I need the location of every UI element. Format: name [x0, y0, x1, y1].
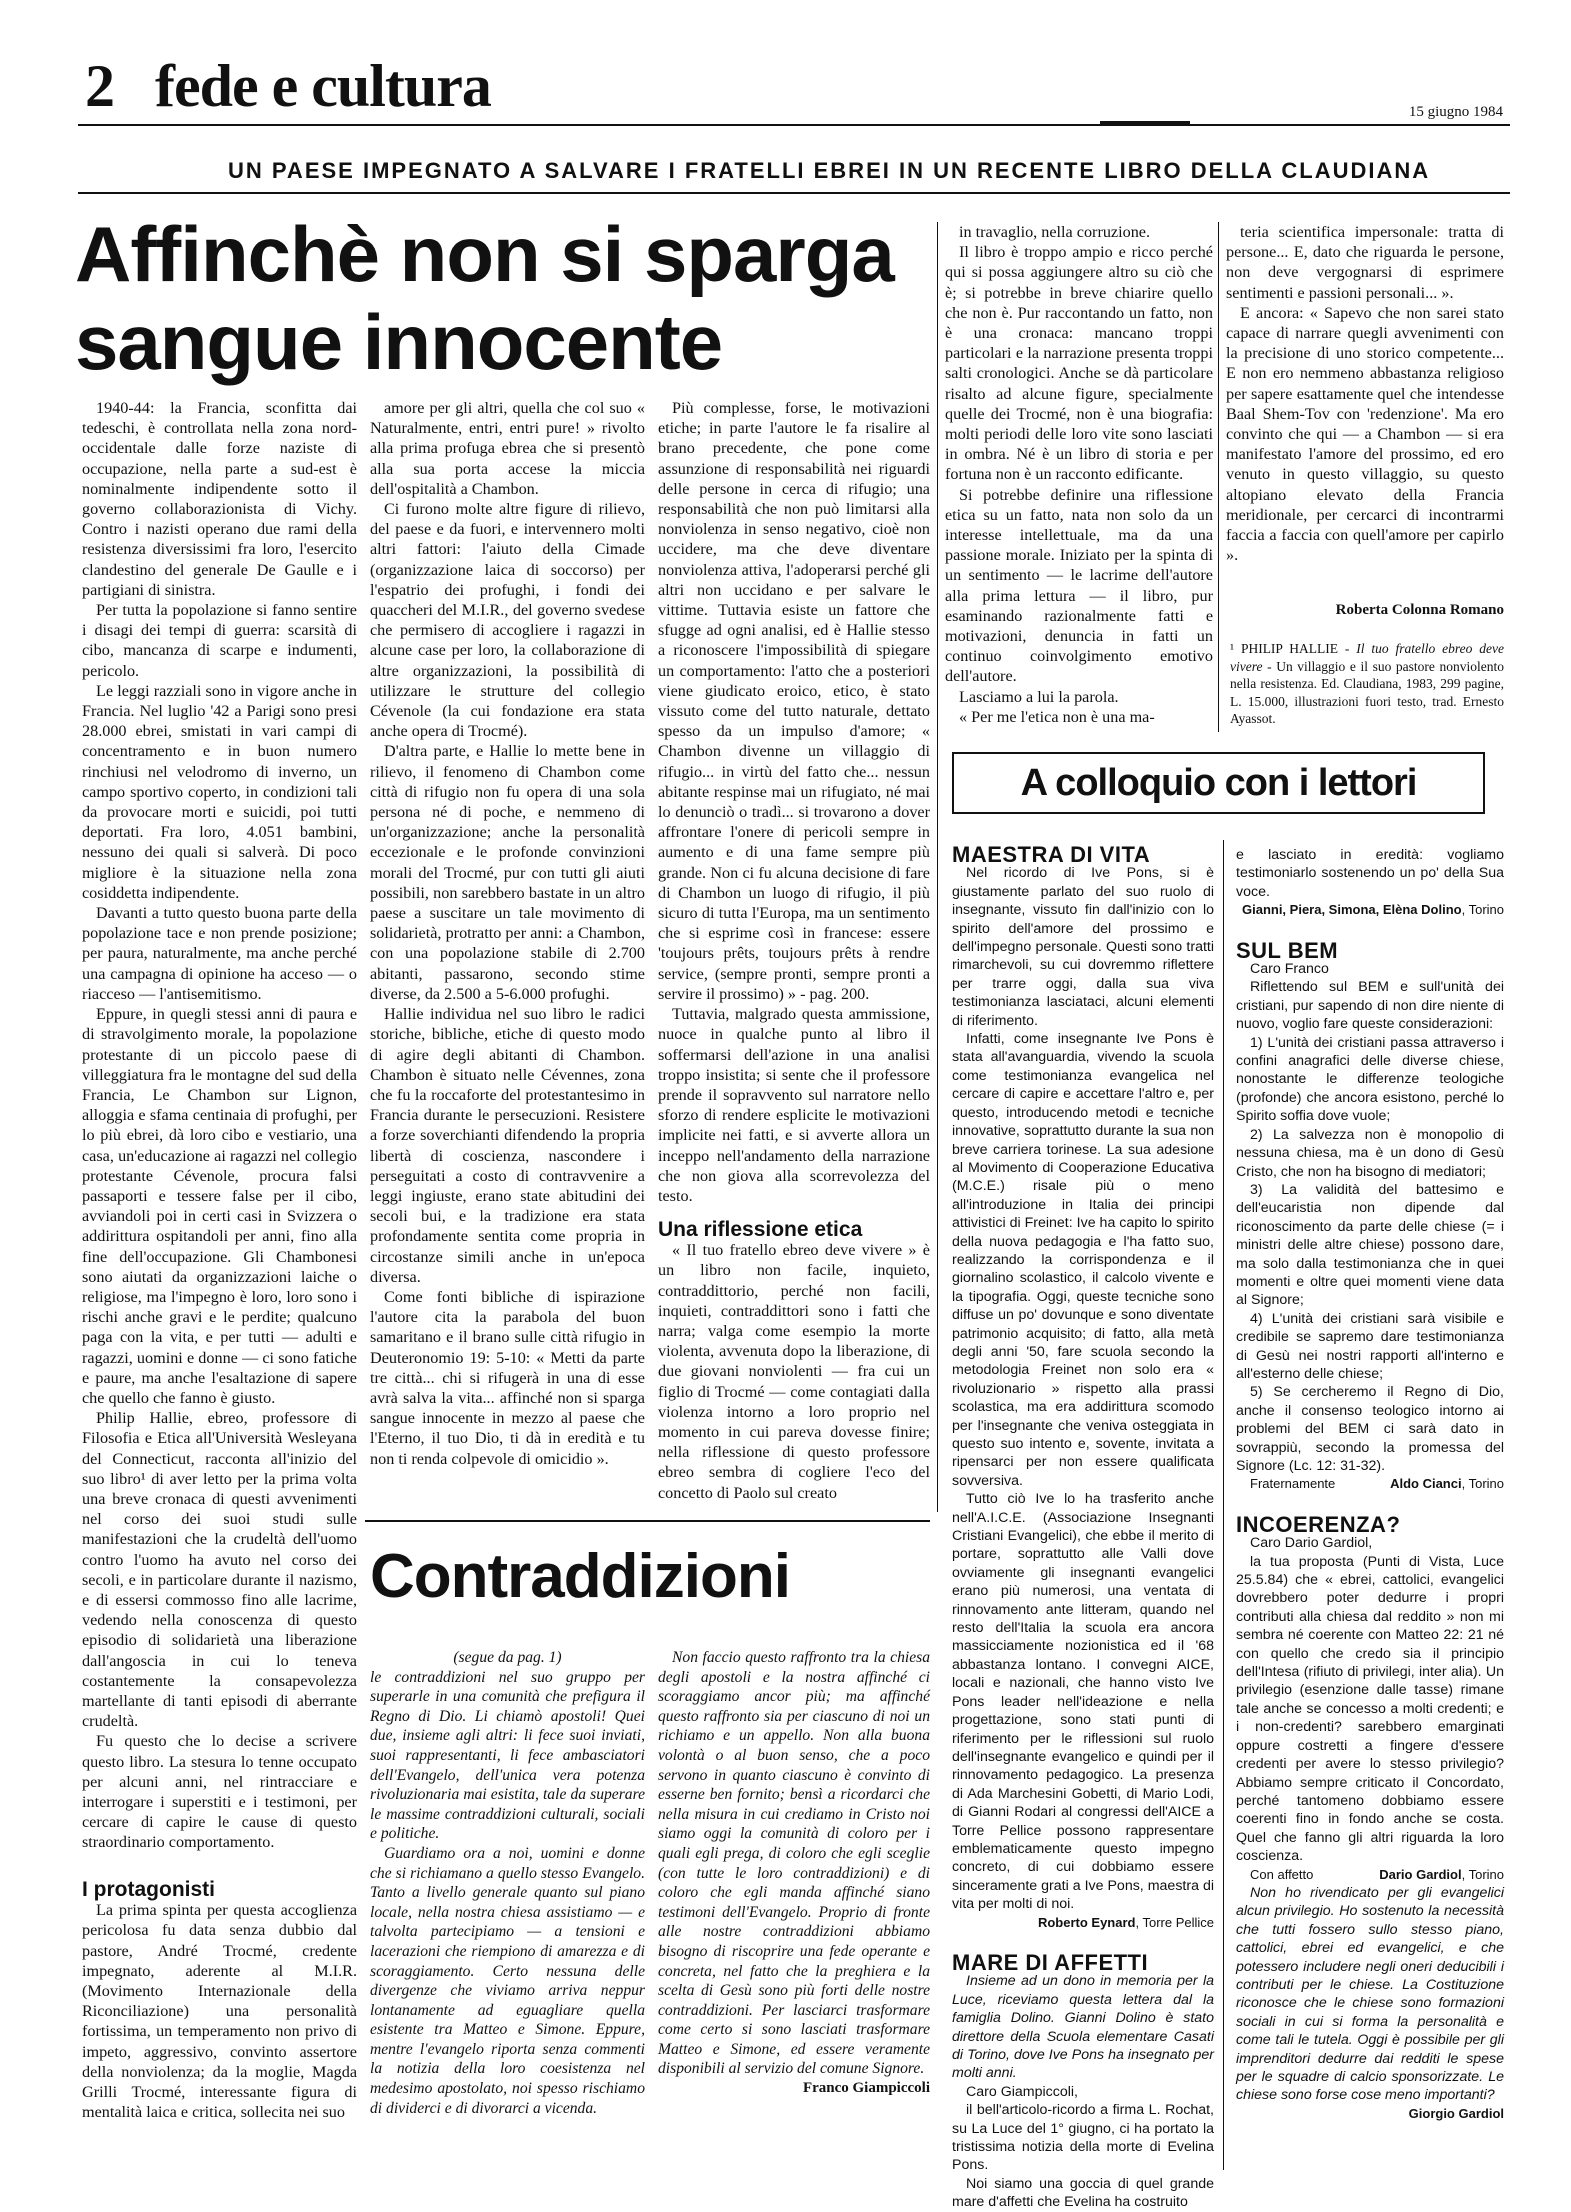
column-rule — [1218, 222, 1219, 732]
letter-paragraph: Caro Giampiccoli, — [966, 2083, 1078, 2100]
article-paragraph: Per tutta la popolazione si fanno sentire i disagi dei tempi di guerra: scarsità di cibo, mancanza di scarpe e indumenti, pericolo. — [82, 601, 357, 680]
letter-title-bem: SUL BEM — [1236, 937, 1339, 963]
letter-title-incoerenza: INCOERENZA? — [1236, 1511, 1401, 1537]
article-paragraph: Si potrebbe definire una riflessione etica su un fatto, nata non solo da un interesse intellettuale, ma da una passione morale. Iniziato per la spinta di un sentimento — le lacrime dell'autore alla prima lettura — il libro, pur esaminando razionalmente fatti e motivazioni, denuncia in fatti un continuo coinvolgimento emotivo dell'autore. — [945, 485, 1213, 686]
letter-cont-mare: e lasciato in eredità: vogliamo testimoniarlo sostenendo un po' della Sua voce. — [1236, 847, 1504, 900]
column-rule — [937, 222, 938, 1512]
article-paragraph: Ci furono molte altre figure di rilievo, del paese e da fuori, e intervennero molti altri fattori: l'aiuto della Cimade (organizzazione laica di soccorso) per l'espatrio dei profughi, i fondi dei quaccheri del M.I.R., del governo svedese che permisero di accogliere i ragazzi in alcune case per loro, la collaborazione di altre organizzazioni, la possibilità di utilizzare le strutture del collegio Cévenole (la cui fondazione era stata anche opera di Trocmé). — [370, 500, 645, 741]
article-paragraph: E ancora: « Sapevo che non sarei stato capace di narrare quegli avvenimenti con la precisione di uno storico competente... E non ero nemmeno abbastanza religioso per sapere esattamente quel che intendesse Baal Shem-Tov con 'redenzione'. Ma ero convinto che qui — a Chambon — si era manifestato l'amore del prossimo, ed ero venuto in questo villaggio, su questo altopiano elevato della Francia meridionale, per cercarci di incontrarmi faccia a faccia con quell'amore per capirlo ». — [1226, 303, 1504, 565]
article-paragraph: Eppure, in quegli stessi anni di paura e di stravolgimento morale, la popolazione protestante di un piccolo paese di villeggiatura fra le montagne del sud della Francia, Le Chambon sur Lignon, alloggia e sfama centinaia di profughi, per lo più ebrei, dà loro cibo e vestiario, una casa, un'educazione ai ragazzi nel collegio protestante Cévenole, procura falsi passaporti e tessere false per il cibo, avviandoli poi in certi casi in Svizzera o addirittura ospitandoli per anni, fino alla fine dell'occupazione. Gli Chambonesi sono aiutati da organizzazioni laiche o religiose, ma l'impegno è loro, loro sono i rischi anche gravi e le perdite; qualcuno paga con la vita, e per tutti — adulti e ragazzi, uomini e donne — ci sono fatiche e paure, ma anche l'esaltazione di sapere che quello che fanno è giusto. — [82, 1005, 357, 1407]
letter-paragraph: 4) L'unità dei cristiani sarà visibile e credibile se sapremo dare testimonianza di Gesù nei nostri rapporti all'interno e all'esterno delle chiese; — [1236, 1310, 1504, 1382]
article2-column-1 — [370, 1648, 645, 2118]
letters-box-title-text: A colloquio con i lettori — [1020, 762, 1417, 804]
article-column-4 — [945, 222, 1213, 727]
letter-closing: Fraternamente — [1250, 1476, 1336, 1492]
letter-paragraph: 1) L'unità dei cristiani passa attraverso i confini anagrafici delle diverse chiese, nonostante le differenze teologiche (profonde) che ancora esistono, perché lo Spirito soffia dove vuole; — [1236, 1034, 1504, 1125]
letter-signature-bem — [1236, 1475, 1504, 1493]
letter-signature-mare — [1236, 901, 1504, 919]
article-paragraph: Lasciamo a lui la parola. — [959, 687, 1119, 706]
letter-paragraph: Infatti, come insegnante Ive Pons è stata all'avanguardia, vivendo la scuola come testimonianza evangelica nel cercare di capire e accettare l'altro e, per questo, introducendo metodi e tecniche innovative, soprattutto durante la sua non breve carriera torinese. La sua adesione al Movimento di Cooperazione Educativa (M.C.E.) risale più o meno all'introduzione in Italia dei principi attivistici di Freinet: Ive ha capito lo spirito della nuova pedagogia e l'ha fatto suo, realizzando la corrispondenza e il giornalino scolastico, il calcolo vivente e la tipografia. Oggi, queste tecniche sono diffuse un po' dovunque e sono diventate patrimonio acquisito; di fatto, alla metà degli anni '50, fare scuola secondo la metodologia Freinet non solo era « rivoluzionario » rispetto alla prassi scolastica, ma era addirittura scomodo per l'insegnante che veniva osteggiata in questo suo intento e, sovente, invitata a ripensarci per non essere qualificata sovversiva. — [952, 1031, 1214, 1489]
letter-signature-place: , Torre Pellice — [1135, 1914, 1214, 1930]
masthead-rule — [78, 124, 1510, 126]
article-paragraph: D'altra parte, e Hallie lo mette bene in rilievo, il fenomeno di Chambon come città di rifugio non fu opera di una sola persona né di poche, e nemmeno di un'organizzazione; anche la personalità eccezionale e le profonde convinzioni morali del Trocmé, pur con tutti gli aiuti possibili, non sarebbero bastate in un altro paese a suscitare un tale movimento di solidarietà, protratto per anni: a Chambon, con una popolazione stabile di 2.700 abitanti, passarono, secondo stime diverse, da 2.500 a 5-6.000 profughi. — [370, 742, 645, 1003]
article-paragraph: « Il tuo fratello ebreo deve vivere » è un libro non facile, inquieto, contraddittorio, perché non facili, inquieti, contraddittori sono i fatti che narra; valga come esempio la morte violenta, avvenuta dopo la liberazione, di due giovani nonviolenti — fra cui un figlio di Trocmé — come contagiati dalla violenza intorno a loro proprio nel momento in cui pareva dovesse finire; nella riflessione di questo professore ebreo sembra di cogliere l'eco del concetto di Paolo sul creato — [658, 1241, 930, 1502]
letter-signature-place: , Torino — [1461, 902, 1504, 918]
letter-signature-name: Gianni, Piera, Simona, Elèna Dolino — [1241, 902, 1462, 918]
article2-ref: (segue da pag. 1) — [453, 1649, 562, 1666]
footnote-rest: - Un villaggio e il suo pastore nonviolento nella resistenza. Ed. Claudiana, 1983, 299 pagine, L. 15.000, illustrazioni fuori testo, trad. Ernesto Ayassot. — [1230, 658, 1505, 726]
article-paragraph: La prima spinta per questa accoglienza pericolosa fu data senza dubbio dal pastore, André Trocmé, credente impegnato, aderente al M.I.R. (Movimento Internazionale della Riconciliazione) una personalità fortissima, un temperamento non privo di impeto, aggressivo, convinto assertore della nonviolenza; da la moglie, Magda Grilli Trocmé, interessante figura di mentalità laica e critica, sollecita nei suo — [82, 1901, 357, 2122]
article-paragraph: Più complesse, forse, le motivazioni etiche; in parte l'autore le fa risalire al brano precedente, che pone come assunzione di responsabilità nei riguardi delle persone in cerca di rifugio; una responsabilità che non può limitarsi alla nonviolenza in senso negativo, cioè non uccidere, ma che deve diventare nonviolenza attiva, l'adoperarsi perché gli altri non uccidano e per salvare le vittime. Tuttavia esiste un fattore che sfugge ad ogni analisi, ed è Hallie stesso a riconoscere l'impossibilità di spiegare un comportamento: l'atto che a posteriori viene giudicato eroico, etico, è stato vissuto come del tutto naturale, dettato spesso da un impulso d'amore; « Chambon divenne un villaggio di rifugio... in virtù del fatto che... nessun abitante respinse mai un rifugiato, né mai lo denunciò o tradì... si trovarono a dover affrontare l'onere di pericoli sempre in aumento e di una fame sempre più grande. Non ci fu alcuna decisione di fare di Chambon un luogo di rifugio, il più sicuro di tutta l'Europa, ma un sentimento che si esprime così in francese: essere 'toujours prêts, toujours prêts à rendre service, (sempre pronti, sempre pronti a servire il prossimo) » - pag. 200. — [658, 399, 930, 1003]
letter-salutation-bem: Caro Franco — [1250, 961, 1329, 978]
letter-signature-name: Dario Gardiol — [1379, 1866, 1462, 1882]
letter-paragraph: 3) La validità del battesimo e dell'eucaristia non dipende dal riconoscimento da parte delle chiese (= i ministri delle altre chiese) possono dare, ma solo dalla testimonianza che in quei momenti e oltre quei momenti viene data al Signore; — [1236, 1181, 1504, 1309]
subhead-protagonisti: I protagonisti — [82, 1878, 215, 1901]
article-column-1-cont — [82, 1880, 357, 2122]
letter-intro-mare: Insieme ad un dono in memoria per la Luce, riceviamo questa lettera dal la famiglia Dolino. Gianni Dolino è stato direttore della Scuola elementare Casati di Torino, dove Ive Pons ha insegnato per molti anni. — [952, 1973, 1214, 2082]
issue-date: 15 giugno 1984 — [1408, 104, 1503, 120]
letter-signature-incoerenza — [1236, 1866, 1504, 1884]
letter-closing: Con affetto — [1250, 1866, 1314, 1882]
column-rule — [1223, 840, 1224, 2170]
page-number: 2 — [85, 53, 115, 119]
letter-paragraph: 5) Se cercheremo il Regno di Dio, anche il consenso teologico intorno ai problemi del BEM ci sarà dato in sovrappiù, secondo la promessa del Signore (Lc. 12: 31-32). — [1236, 1384, 1504, 1474]
letter-paragraph: Riflettendo sul BEM e sull'unità dei cristiani, pur sapendo di non dire niente di nuovo, voglio fare queste considerazioni: — [1236, 979, 1504, 1033]
footnote: ¹ PHILIP HALLIE - Il tuo fratello ebreo deve vivere - Un villaggio e il suo pastore nonviolento nella resistenza. Ed. Claudiana, 1983, 299 pagine, L. 15.000, illustrazioni fuori testo, trad. Ernesto Ayassot. — [1230, 641, 1505, 726]
article-paragraph: Fu questo che lo decise a scrivere questo libro. La stesura lo tenne occupato per alcuni anni, nel rintracciare e interrogare i superstiti e i testimoni, per cercare di capire le cause di questo straordinario comportamento. — [82, 1732, 357, 1852]
letter-paragraph: il bell'articolo-ricordo a firma L. Rochat, su La Luce del 1° giugno, ci ha portato la tristissima notizia della morte di Evelina Pons. — [952, 2102, 1214, 2174]
letters-box-title — [952, 752, 1485, 814]
section-rule — [365, 1520, 930, 1522]
article-paragraph: Davanti a tutto questo buona parte della popolazione tace e non prende posizione; per paura, naturalmente, ma anche perché una campagna di opinione ha acceso — o riacceso — l'antisemitismo. — [82, 904, 357, 1003]
letter-paragraph: Caro Dario Gardiol, — [1250, 1535, 1373, 1552]
section-title: fede e cultura — [155, 53, 491, 119]
article-column-2 — [370, 398, 645, 1469]
article1-signature: Roberta Colonna Romano — [1335, 602, 1504, 618]
article-paragraph: Il libro è troppo ampio e ricco perché qui si possa aggiungere altro su ciò che è; si potrebbe in breve chiarire quello che non è. Pur raccontando un fatto, non è una cronaca: mancano troppi particolari e la narrazione presenta troppi salti cronologici. Anche se dà particolare risalto ad alcune figure, specialmente quelle dei Trocmé, non è una biografia: molti periodi delle loro vite sono lasciati in ombra. Né è un libro di storia e per fortuna non è un racconto edificante. — [945, 243, 1213, 484]
article-paragraph: Hallie individua nel suo libro le radici storiche, bibliche, etiche di questo modo di agire degli abitanti di Chambon. Chambon è situato nelle Cévennes, zona che fu la roccaforte del protestantesimo in Francia durante le persecuzioni. Resistere a forze soverchianti difendendo la propria libertà di coscienza, nascondere i perseguitati a costo di contravvenire a leggi ingiuste, erano state abitudini dei secoli bui, e la tradizione era stata profondamente sentita come propria in circostanze simili anche in un'epoca diversa. — [370, 1005, 645, 1286]
article-column-3-cont — [658, 1220, 930, 1503]
kicker-rule — [78, 192, 1510, 194]
article-headline: Affinchè non si sparga sangue innocente — [75, 210, 894, 386]
article2-signature: Franco Giampiccoli — [802, 2080, 930, 2097]
article-paragraph: Philip Hallie, ebreo, professore di Filosofia e Etica all'Università Wesleyana del Connecticut, racconta all'inizio del suo libro¹ di aver letto per la prima volta una breve cronaca di questi avvenimenti nel corso dei suoi studi sulle manifestazioni che la crudeltà dell'uomo contro l'uomo ha avuto nel corso dei secoli, e in particolare durante il nazismo, e di essersi commosso fino alle lacrime, vedendo nella conoscenza di questo episodio di solidarietà una liberazione dall'angoscia in cui lo teneva costantemente la consapevolezza martellante di tanti episodi di aberrante crudeltà. — [82, 1409, 357, 1731]
article-column-3 — [658, 398, 930, 1206]
article-paragraph: amore per gli altri, quella che col suo « Naturalmente, entri, entri pure! » rivolto alla prima profuga ebrea che si presentò alla sua porta accese la miccia dell'ospitalità a Chambon. — [370, 399, 645, 498]
letter-paragraph: la tua proposta (Punti di Vista, Luce 25.5.84) che « ebrei, cattolici, evangelici dovrebbero poter dedurre i propri contributi alla chiesa dal reddito » non mi sembra né coerente con Matteo 22: 21 né con quello che credo sia il principio dell'Intesa (rifiuto di privilegi, inter alia). Un privilegio (esenzione dalle tasse) rimane tale anche se concesso a molti credenti; e i non-credenti? sarebbero emarginati oppure costretti a fingere d'essere credenti per avere lo stesso privilegio? Abbiamo sempre criticato il Concordato, perché tantomeno dobbiamo essere coerenti fino in fondo anche se costa. Quel che fanno gli altri riguarda la loro coscienza. — [1236, 1553, 1504, 1865]
kicker: UN PAESE IMPEGNATO A SALVARE I FRATELLI EBREI IN UN RECENTE LIBRO DELLA CLAUDIANA — [228, 158, 1431, 183]
letters-column-a — [952, 842, 1214, 2212]
letter-paragraph: Tutto ciò Ive lo ha trasferito anche nell'A.I.C.E. (Associazione Insegnanti Cristiani Evangelici), che ebbe il merito di portare, soprattutto alle Valli dove ovviamente gli insegnanti evangelici erano più numerosi, una ventata di rinnovamento ante litteram, quando nel resto dell'Italia la scuola era ancora massicciamente nozionistica ed il '68 abbastanza lontano. I convegni AICE, locali e nazionali, che hanno visto Ive Pons leader nell'ideazione e nella progettazione, sono stati punti di riferimento per le riflessioni sul ruolo dell'insegnante evangelico e quindi per il rinnovamento pedagogico. La presenza di Ada Marchesini Gobetti, di Mario Lodi, di Gianni Rodari al congressi dell'AICE a Torre Pellice possono rappresentare emblematicamente questo impegno concreto, di cui dobbiamo essere sinceramente grati a Ive Pons, maestra di vita per molti di noi. — [952, 1491, 1214, 1913]
article-paragraph: « Per me l'etica non è una ma- — [959, 707, 1155, 726]
letter-signature-name: Roberto Eynard — [1037, 1914, 1136, 1930]
article-paragraph: in travaglio, nella corruzione. — [959, 223, 1151, 241]
article-paragraph: Come fonti bibliche di ispirazione l'autore cita la parabola del buon samaritano e il brano sulle città rifugio in Deuteronomio 19: 5-10: « Metti da parte tre città... chi si rifugerà in una di esse avrà salva la vita... affinché non si sparga sangue innocente in mezzo al paese che l'Eterno, il tuo Dio, ti dà in eredità e tu non ti renda colpevole di omicidio ». — [370, 1287, 645, 1468]
article-paragraph: Tuttavia, malgrado questa ammissione, nuoce in qualche punto al libro il soffermarsi dell'azione in una analisi troppo insistita; si sente che il professore prende il sopravvento sul narratore nello sforzo di rendere esplicite le motivazioni implicite nei fatti, e si avverte allora un inceppo nell'andamento della narrazione che non giova alla scorrevolezza del testo. — [658, 1005, 930, 1205]
footnote-author: PHILIP HALLIE — [1240, 641, 1339, 656]
letter-signature-name: Aldo Cianci — [1390, 1476, 1462, 1492]
footnote-title: Il tuo fratello ebreo deve vivere — [1230, 641, 1504, 674]
letter-paragraph: Noi siamo una goccia di quel grande mare d'affetti che Evelina ha costruito — [952, 2175, 1214, 2211]
article-column-5 — [1226, 222, 1504, 565]
letter-title-maestra: MAESTRA DI VITA — [952, 842, 1151, 867]
article2-paragraph: Guardiamo ora a noi, uomini e donne che si richiamano a quello stesso Evangelo. Tanto a livello generale quanto sul piano locale, nella nostra chiesa assistiamo — e talvolta partecipiamo — a tensioni e lacerazioni che riempiono di amarezza e di scoraggiamento. Certo nessuna delle divergenze che viviamo arriva neppur lontanamente ad eguagliare quella esistente tra Matteo e Simone. Eppure, mentre l'evangelo riporta senza commenti la notizia della loro coesistenza nel medesimo apostolato, noi spesso rischiamo di dividerci e di divorarci a vicenda. — [370, 1844, 645, 2117]
article2-headline: Contraddizioni — [370, 1542, 790, 1611]
article-paragraph: 1940-44: la Francia, sconfitta dai tedeschi, è controllata nella zona nord-occidentale dalle forze naziste di occupazione, nella parte a sud-est è nominalmente indipendente sotto il governo collaborazionista di Vichy. Contro i nazisti operano due rami della resistenza diversissimi fra loro, l'esercito clandestino del generale De Gaulle e i partigiani di sinistra. — [82, 399, 357, 599]
subhead-riflessione: Una riflessione etica — [658, 1218, 863, 1241]
letter-reply-signature: Giorgio Gardiol — [1408, 2105, 1504, 2121]
article-paragraph: teria scientifica impersonale: tratta di persone... E, dato che riguarda le persone, non deve vergognarsi di esprimere sentimenti e passioni personali... ». — [1226, 223, 1504, 302]
article2-paragraph: le contraddizioni nel suo gruppo per superarle in una comunità che prefigura il Regno di Dio. Li chiamò apostoli! Quei due, insieme agli altri: li fece suoi inviati, suoi rappresentanti, li fece ambasciatori dell'Evangelo, dell'unica vera potenza rivoluzionaria mai esistita, tale da superare le massime contraddizioni culturali, sociali e politiche. — [370, 1668, 645, 1843]
letter-signature-place: , Torino — [1461, 1866, 1504, 1882]
letters-column-b — [1236, 846, 1504, 2123]
article2-column-2 — [658, 1648, 930, 2099]
letter-title-mare: MARE DI AFFETTI — [952, 1949, 1149, 1975]
letter-reply-incoerenza: Non ho rivendicato per gli evangelici alcun privilegio. Ho sostenuto la necessità che tutti fossero sullo stesso piano, cattolici, ebrei ed evangelici, e che potessero includere negli oneri deducibili i contributi per le chiese. La Costituzione riconosce che le chiese sono formazioni sociali in cui si forma la personalità e come tali le tutela. Oggi è possibile per gli imprenditori dedurre dai redditi le spese per le squadre di calcio sponsorizzate. Le chiese sono forse cose meno importanti? — [1236, 1884, 1504, 2104]
article-paragraph: Le leggi razziali sono in vigore anche in Francia. Nel luglio '42 a Parigi sono presi 28.000 ebrei, smistati in vari campi di concentramento e in buon numero rinchiusi nel velodromo di inverno, un campo sportivo coperto, in condizioni tali da provocare morti e suicidi, poi tutti deportati. Fra loro, 4.051 bambini, nessuno dei quali si salverà. Di poco migliore è la situazione nella zona cosiddetta indipendente. — [82, 681, 357, 902]
masthead-rule-accent — [1100, 121, 1190, 124]
letter-paragraph: 2) La salvezza non è monopolio di nessuna chiesa, ma è un dono di Gesù Cristo, che non ha bisogno di mediatori; — [1236, 1126, 1504, 1180]
letter-signature-place: , Torino — [1461, 1476, 1504, 1492]
letter-paragraph: Nel ricordo di Ive Pons, si è giustamente parlato del suo ruolo di insegnante, vissuto fin dall'inizio con lo spirito dell'amore del prossimo e dell'impegno personale. Questi sono tratti rimarchevoli, su cui dovremmo riflettere per trarre oggi, dalla sua viva testimonianza lasciataci, alcuni elementi di riferimento. — [952, 865, 1214, 1029]
footnote-marker: ¹ — [1230, 641, 1235, 656]
article2-paragraph: Non faccio questo raffronto tra la chiesa degli apostoli e la nostra affinché ci scoraggiamo ancor più; ma affinché questo raffronto sia per ciascuno di noi un richiamo e un appello. Non alla buona volontà o al buon senso, che a poco servono in quanto ciascuno è convinto di esserne ben fornito; bensì a ricordarci che nella misura in cui crediamo in Cristo noi siamo oggi la comunità di coloro per i quali egli prega, di coloro che egli sceglie (con tutte le loro contraddizioni) e di coloro che egli manda affinché siano testimoni dell'Evangelo. Proprio di fronte alle nostre contraddizioni abbiamo bisogno di riscoprire una fede operante e concreta, nel fatto che la preghiera e la scelta di Gesù sono più forti delle nostre contraddizioni. Per lasciarci trasformare come certo si sono lasciati trasformare Matteo e Simone, ed essere veramente disponibili al servizio del comune Signore. — [658, 1649, 930, 2078]
article-column-1 — [82, 398, 357, 1853]
letter-signature-maestra — [952, 1914, 1214, 1932]
